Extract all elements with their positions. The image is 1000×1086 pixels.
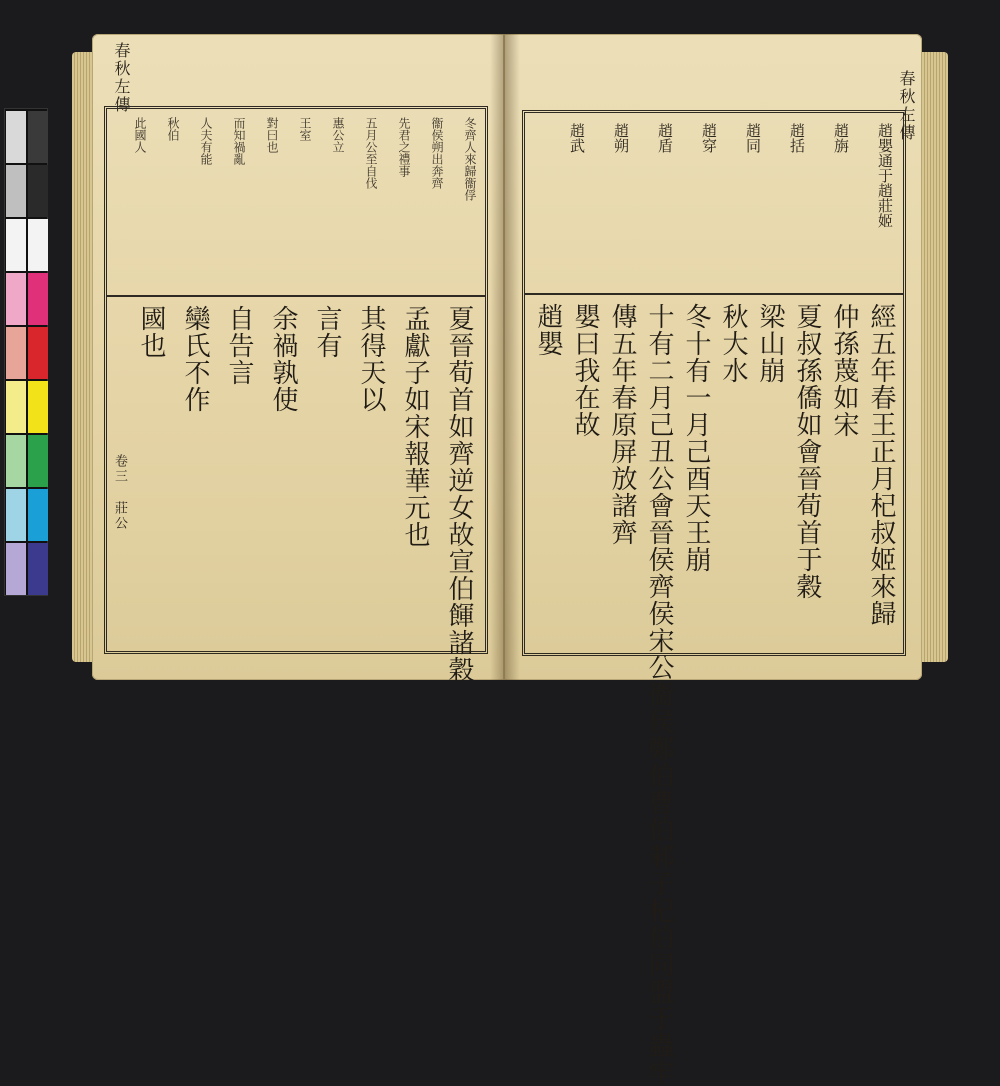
text-column: 嬰曰我在故 xyxy=(570,303,600,438)
commentary-column: 惠公立 xyxy=(331,117,345,153)
commentary-column: 而知禍亂 xyxy=(232,117,246,165)
commentary-column: 先君之禮事 xyxy=(397,117,411,177)
genealogy-column: 趙同 xyxy=(744,123,762,153)
text-column: 夏叔孫僑如會晉荀首于穀 xyxy=(792,303,822,600)
commentary-column: 此國人 xyxy=(133,117,147,153)
genealogy-column: 趙穿 xyxy=(700,123,718,153)
calibration-patch xyxy=(28,165,48,217)
text-column: 梁山崩 xyxy=(755,303,785,384)
color-calibration-strip xyxy=(4,108,48,596)
text-column: 孟獻子如宋報華元也 xyxy=(400,305,430,548)
commentary-column: 王室 xyxy=(298,117,312,141)
text-column: 十有二月己丑公會晉侯齊侯宋公衞侯鄭伯曹伯邾子杞伯同盟于蟲牢 xyxy=(644,303,674,1086)
right-text-frame xyxy=(522,110,906,1086)
text-column: 自告言 xyxy=(224,305,254,386)
right-page xyxy=(504,34,922,1086)
text-column: 言有 xyxy=(312,305,342,359)
text-column: 夏晉荀首如齊逆女故宣伯餫諸穀 xyxy=(444,305,474,683)
calibration-patch xyxy=(6,489,26,541)
commentary-column: 人夫有能 xyxy=(199,117,213,165)
calibration-patch xyxy=(28,111,48,163)
text-column: 秋大水 xyxy=(718,303,748,384)
text-column: 冬十有一月己酉天王崩 xyxy=(681,303,711,573)
calibration-patch xyxy=(28,543,48,595)
calibration-patch xyxy=(6,165,26,217)
genealogy-column: 趙武 xyxy=(568,123,586,153)
open-book xyxy=(92,34,922,1086)
calibration-patch xyxy=(28,435,48,487)
calibration-patch xyxy=(28,489,48,541)
commentary-column: 衞侯朔出奔齊 xyxy=(430,117,444,189)
genealogy-column: 趙盾 xyxy=(656,123,674,153)
left-section-divider xyxy=(107,295,485,297)
text-column: 仲孫蔑如宋 xyxy=(829,303,859,438)
book-gutter xyxy=(490,34,520,680)
text-column: 國也 xyxy=(136,305,166,359)
left-margin-title: 春秋左傳 xyxy=(112,42,131,114)
calibration-patch xyxy=(28,381,48,433)
left-text-frame xyxy=(104,106,488,683)
calibration-patch xyxy=(6,381,26,433)
text-column: 傳五年春原屏放諸齊 xyxy=(607,303,637,546)
text-column: 欒氏不作 xyxy=(180,305,210,413)
calibration-patch xyxy=(6,435,26,487)
genealogy-column: 趙括 xyxy=(788,123,806,153)
calibration-patch xyxy=(28,327,48,379)
commentary-column: 五月公至自伐 xyxy=(364,117,378,189)
left-margin-chapter: 卷三 莊公 xyxy=(112,454,127,531)
right-margin-title: 春秋左傳 xyxy=(897,70,916,142)
commentary-column: 對曰也 xyxy=(265,117,279,153)
text-column: 趙嬰 xyxy=(533,303,563,357)
genealogy-column: 趙嬰通于趙莊姬 xyxy=(876,123,894,228)
calibration-patch xyxy=(28,273,48,325)
genealogy-column: 趙旃 xyxy=(832,123,850,153)
text-column: 經五年春王正月杞叔姬來歸 xyxy=(866,303,896,627)
commentary-column: 冬齊人來歸衞俘 xyxy=(463,117,477,201)
calibration-patch xyxy=(6,111,26,163)
calibration-patch xyxy=(6,219,26,271)
right-page-edges xyxy=(922,52,948,662)
text-column: 其得天以 xyxy=(356,305,386,413)
calibration-patch xyxy=(6,327,26,379)
calibration-patch xyxy=(28,219,48,271)
right-section-divider xyxy=(525,293,903,295)
calibration-patch xyxy=(6,273,26,325)
genealogy-column: 趙朔 xyxy=(612,123,630,153)
text-column: 余禍孰使 xyxy=(268,305,298,413)
calibration-patch xyxy=(6,543,26,595)
commentary-column: 秋伯 xyxy=(166,117,180,141)
left-page xyxy=(92,34,504,683)
